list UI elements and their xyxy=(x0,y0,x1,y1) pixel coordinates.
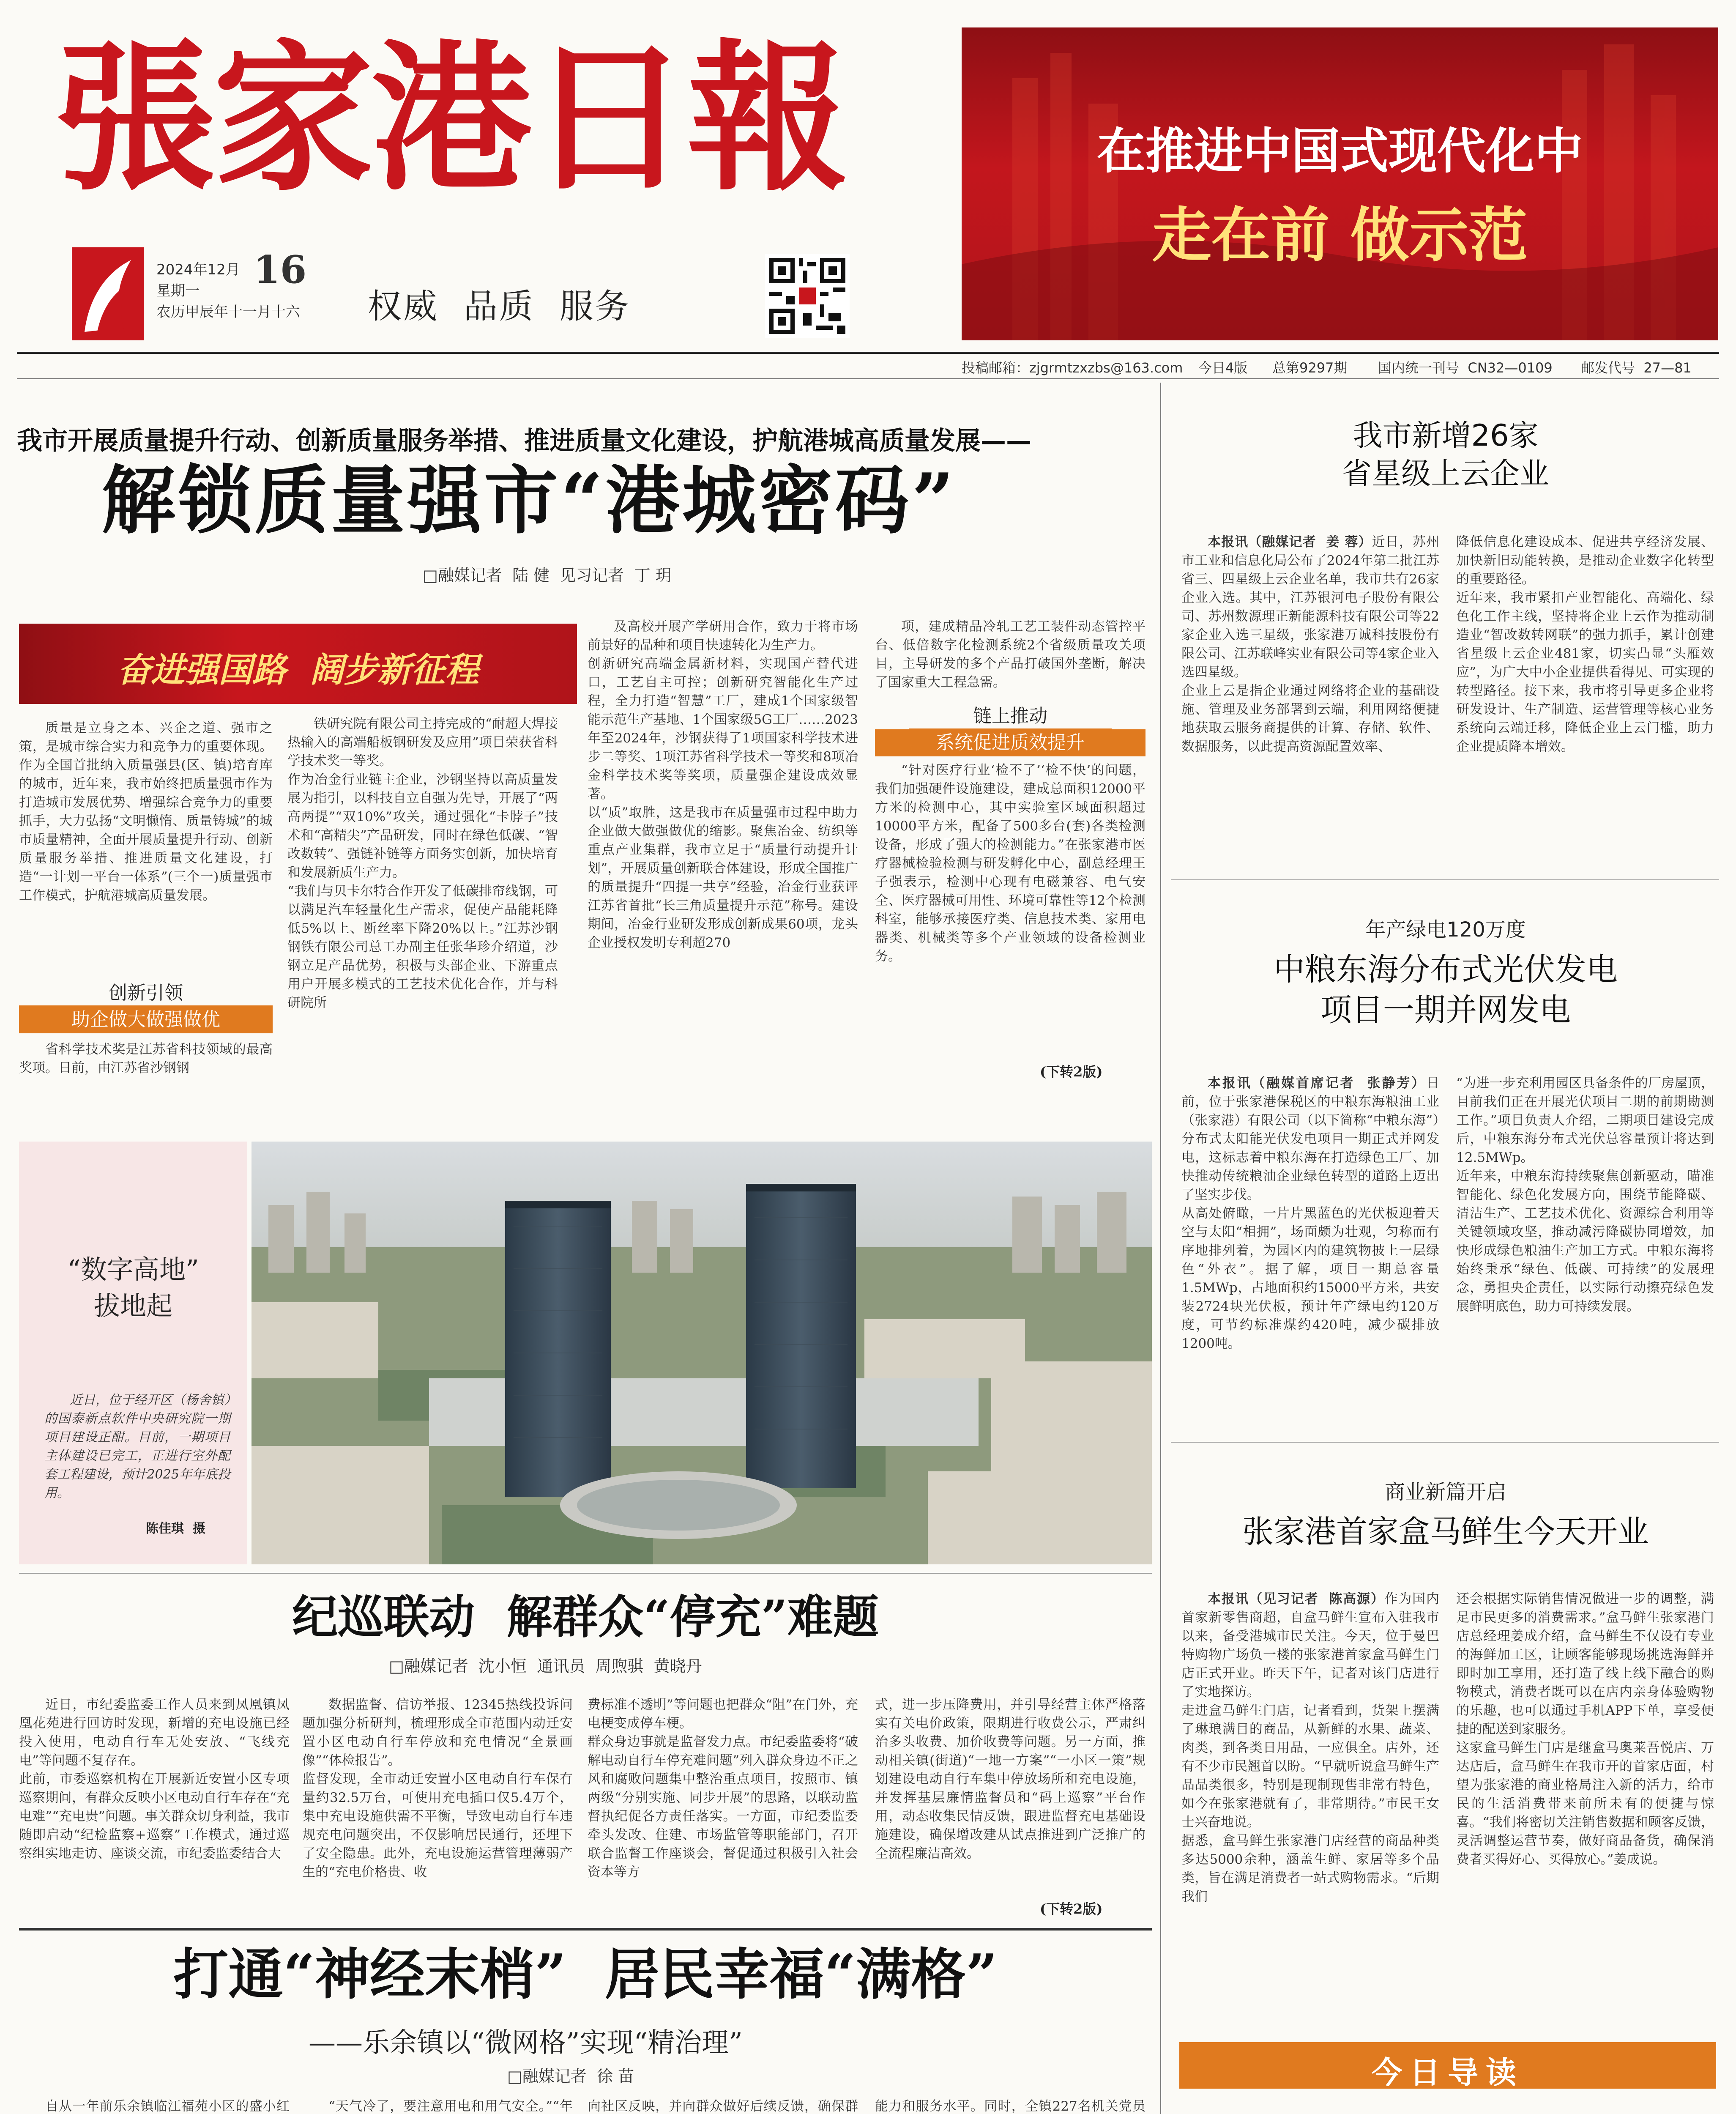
right2-text-2: “为进一步充利用园区具备条件的厂房屋顶，目前我们正在开展光伏项目二期的前期勘测工作。”项目负责人介绍，二期项目建设完成后，中粮东海分布式光伏总容量预计将达到12.5MWp。 近年来，中粮东海持续聚焦创新驱动，瞄准智能化、绿色化发展方向，围绕节能降碳、清洁生产、工艺技术优化、资源综合利用等关键领域攻坚，推动减污降碳协同增效，加快形成绿色粮油生产加工方式。中粮东海将始终秉承“绿色、低碳、可持续”的发展理念，勇担央企责任，以实际行动擦亮绿色发展鲜明底色，助力可持续发展。 xyxy=(1456,1076,1714,1314)
story2-col2-text: 数据监督、信访举报、12345热线投诉问题加强分析研判，梳理形成全市范围内动迁安置小区电动自行车停放和充电情况“全景画像”“体检报告”。 监督发现，全市动迁安置小区电动自行车保有量约32.5万台，可使用充电插口仅5.4万个，集中充电设施供需不平衡，导致电动自行车违规充电问题突出，不仅影响居民通行，还埋下了安全隐患。此外，充电设施运营管理薄弱产生的“充电价格贵、收 xyxy=(302,1697,573,1880)
story3-col1-text: 自从一年前乐余镇临江福苑小区的盛小红 xyxy=(45,2099,290,2114)
right2-kicker: 年产绿电120万度 xyxy=(1365,918,1526,942)
info-email: 投稿邮箱：zjgrmtzxzbs@163.com xyxy=(962,360,1183,376)
right1-text-1 xyxy=(1181,533,1439,956)
story3-col4-text: 能力和服务水平。同时，全镇227名机关党员 xyxy=(875,2099,1145,2114)
lead-col1-text-2: 省科学技术奖是江苏省科技领域的最高奖项。日前，由江苏省沙钢钢 xyxy=(19,1042,273,1076)
info-pages: 今日4版 xyxy=(1198,360,1248,376)
right2-text-1 xyxy=(1181,1074,1439,1467)
lead-subhead-1: 创新引领 xyxy=(19,981,273,1007)
story2-col3-text: 费标准不透明”等问题也把群众“阻”在门外，充电梗变成停车梗。 群众身边事就是监督发力点。市纪委监委将“破解电动自行车停充难问题”列入群众身边不正之风和腐败问题集中整治重点项目，按照市、镇两级“分别实施、同步开展”的思路，以联动监督执纪促各方责任落实。一方面，市纪委监委牵头发改、住建、市场监管等职能部门，召开联合监督工作座谈会，督促通过积极引入社会资本等方 xyxy=(588,1697,858,1880)
banner-line-1: 在推进中国式现代化中 xyxy=(1096,123,1583,180)
right1-text-2: 降低信息化建设成本、促进共享经济发展、加快新旧动能转换，是推动企业数字化转型的重要路径。 近年来，我市紧扣产业智能化、高端化、绿色化工作主线，坚持将企业上云作为推动制造业“智改数转网联”的强力抓手，累计创建省星级上云企业481家，切实凸显“头雁效应”，为广大中小企业提供看得见、可实现的转型路径。接下来，我市将引导更多企业将研发设计、生产制造、运营管理等核心业务系统向云端迁移，降低企业上云门槛，助力企业提质降本增效。 xyxy=(1456,534,1714,754)
logo-emblem xyxy=(72,247,144,340)
lead-byline: □融媒记者 陆 健 见习记者 丁 玥 xyxy=(423,566,672,585)
story2-byline: □融媒记者 沈小恒 通讯员 周煦骐 黄晓丹 xyxy=(389,1657,702,1676)
newspaper-logo: 張家港日報 xyxy=(55,30,845,207)
photo-credit: 陈佳琪 摄 xyxy=(146,1521,205,1536)
story3-top-rule xyxy=(19,1928,1152,1931)
issue-day: 16 xyxy=(254,247,307,292)
lead-red-banner-text: 奋进强国路 阔步新征程 xyxy=(117,650,479,690)
right3-text-1-body: 作为国内首家新零售商超，自盒马鲜生宣布入驻我市以来，备受港城市民关注。今天，位于曼巴特购物广场负一楼的张家港首家盒马鲜生门店正式开业。昨天下午，记者对该门店进行了实地探访。 走进盒马鲜生门店，记者看到，货架上摆满了琳琅满目的商品，从新鲜的水果、蔬菜、肉类，到各类日用品，一应俱全。店外，还有不少市民翘首以盼。“早就听说盒马鲜生产品品类很多，特别是现制现售非常有特色，如今在张家港就有了，非常期待。”市民王女士兴奋地说。 据悉，盒马鲜生张家港门店经营的商品种类多达5000余种，涵盖生鲜、家居等多个品类，旨在满足消费者一站式购物需求。“后期我们 xyxy=(1181,1591,1439,1904)
right2-title: 中粮东海分布式光伏发电 项目一期并网发电 xyxy=(1274,951,1618,1028)
info-cn-number: 国内统一刊号 CN32—0109 xyxy=(1378,360,1553,376)
story3-subtitle: ——乐余镇以“微网格”实现“精治理” xyxy=(309,2027,743,2059)
photo-caption-text: 近日，位于经开区（杨舍镇）的国泰新点软件中央研究院一期项目建设正酣。目前，一期项目主体建设已完工，正进行室外配套工程建设，预计2025年年底投用。 xyxy=(44,1393,230,1501)
story3-col2-text: “天气冷了，要注意用电和用气安全。”“年 xyxy=(328,2099,573,2114)
right2-top-rule xyxy=(1171,879,1719,880)
lead-red-banner xyxy=(19,624,577,704)
masthead-slogan: 权威 品质 服务 xyxy=(368,287,631,326)
lead-subhead-1-bar: 助企做大做强做优 xyxy=(19,1006,273,1033)
photo-caption-title: “数字高地” 拔地起 xyxy=(67,1254,199,1321)
lead-col4-text: 项，建成精品冷轧工艺工装件动态管控平台、低倍数字化检测系统2个省级质量攻关项目，主导研发的多个产品打破国外垄断，解决了国家重大工程急需。 xyxy=(875,619,1145,690)
lead-col3-text: 及高校开展产学研用合作，致力于将市场前景好的品种和项目快速转化为生产力。 创新研究高端金属新材料，实现国产替代进口，工艺自主可控；创新研究智能化生产过程，全力打造“智慧”工厂，建成1个国家级智能示范生产基地、1个国家级5G工厂……2023年至2024年，沙钢获得了1项国家科学技术进步二等奖、1项江苏省科学技术一等奖和8项冶金科学技术奖等奖项，质量强企建设成效显著。 以“质”取胜，这是我市在质量强市过程中助力企业做大做强做优的缩影。聚焦冶金、纺织等重点产业集群，我市立足于“质量行动提升计划”，开展质量创新联合体建设，形成全国推广的质量提升“四提一共享”经验，冶金行业获评江苏省首批“长三角质量提升示范”称号。建设期间，冶金行业研发形成创新成果60项，龙头企业授权发明专利超270 xyxy=(588,619,858,950)
right1-byline: 本报讯（融媒记者 姜 蓉） xyxy=(1208,534,1372,550)
issue-lunar-date: 农历甲辰年十一月十六 xyxy=(156,304,300,320)
banner-line-2: 走在前 做示范 xyxy=(1152,201,1528,270)
issue-weekday: 星期一 xyxy=(156,282,200,299)
right3-title: 张家港首家盒马鲜生今天开业 xyxy=(1242,1514,1649,1550)
story3-byline: □融媒记者 徐 苗 xyxy=(507,2067,634,2086)
masthead-banner xyxy=(962,27,1718,340)
photo-caption-box xyxy=(19,1142,247,1564)
right3-byline: 本报讯（见习记者 陈高源） xyxy=(1208,1591,1385,1607)
story2-top-rule xyxy=(19,1573,1152,1574)
story2-col1-text: 近日，市纪委监委工作人员来到凤凰镇凤凰花苑进行回访时发现，新增的充电设施已经投入使用，电动自行车无处安放、“飞线充电”等问题不复存在。 此前，市委巡察机构在开展新近安置小区专项巡察期间，有群众反映小区电动自行车存在“充电难”“充电贵”问题。事关群众切身利益，我市随即启动“纪检监察+巡察”工作模式，通过巡察组实地走访、座谈交流，市纪委监委结合大 xyxy=(19,1697,290,1861)
story3-title: 打通“神经末梢” 居民幸福“满格” xyxy=(173,1942,998,2007)
right1-text-1-body: 近日，苏州市工业和信息化局公布了2024年第二批江苏省三、四星级上云企业名单，我市共有26家企业入选。其中，江苏银河电子股份有限公司、苏州数源理正新能源科技有限公司等22家企业入选三星级，张家港万诚科技股份有限公司、江苏联峰实业有限公司等4家企业入选四星级。 企业上云是指企业通过网络将企业的基础设施、管理及业务部署到云端，利用网络便捷地获取云服务商提供的计算、存储、软件、数据服务，以此提高资源配置效率、 xyxy=(1181,534,1439,754)
info-issue-number: 总第9297期 xyxy=(1272,360,1348,376)
masthead-rule xyxy=(17,352,1719,354)
story2-title: 纪巡联动 解群众“停充”难题 xyxy=(292,1591,879,1644)
right3-text-2: 还会根据实际销售情况做进一步的调整，满足市民更多的消费需求。”盒马鲜生张家港门店总经理姜成介绍，盒马鲜生不仅设有专业的海鲜加工区，让顾客能够现场挑选海鲜并即时加工享用，还打造了线上线下融合的购物模式，消费者既可以在店内亲身体验购物的乐趣，也可以通过手机APP下单，享受便捷的配送到家服务。 这家盒马鲜生门店是继盒马奥莱吾悦店、万达店后，盒马鲜生在我市开的首家店面，村望为张家港的商业格局注入新的活力，给市民的生活消费带来前所未有的便捷与惊喜。“我们将密切关注销售数据和顾客反馈，灵活调整运营节奏，做好商品备货，确保消费者买得好心、买得放心。”姜成说。 xyxy=(1456,1591,1714,1867)
story2-col4-text: 式，进一步压降费用，并引导经营主体严格落实有关电价政策，限期进行收费公示，严肃纠治多头收费、加价收费等问题。另一方面，推动相关镇(街道)“一地一方案”“一小区一策”规划建设电动自行车集中停放场所和充电设施，并发挥基层廉情监督员和“码上巡察”平台作用，动态收集民情反馈，跟进监督充电基础设施建设，确保增改建从试点推进到广泛推广的全流程廉洁高效。 xyxy=(875,1697,1145,1861)
right2-byline: 本报讯（融媒首席记者 张静芳） xyxy=(1208,1076,1426,1091)
guide-header-box xyxy=(1179,2042,1716,2089)
lead-continue: (下转2版) xyxy=(1040,1064,1103,1080)
lead-col2-text: 铁研究院有限公司主持完成的“耐超大焊接热输入的高端船板钢研发及应用”项目荣获省科学技术奖一等奖。 作为冶金行业链主企业，沙钢坚持以高质量发展为指引，以科技自立自强为先导，开展了“两高两提”“双10%”攻关，通过强化“卡脖子”技术和“高精尖”产品研发，同时在绿色低碳、“智改数转”、强链补链等方面务实创新，加快培育和发展新质生产力。 “我们与贝卡尔特合作开发了低碳排帘线钢，可以满足汽车轻量化生产需求，促使产品能耗降低5%以上、断丝率下降20%以上。”江苏沙钢钢铁有限公司总工办副主任张华珍介绍道，沙钢立足产品优势，积极与头部企业、下游重点用户开展多模式的工艺技术优化合作，并与科研院所 xyxy=(287,716,558,1010)
lead-kicker: 我市开展质量提升行动、创新质量服务举措、推进质量文化建设，护航港城高质量发展—— xyxy=(17,426,1031,456)
right1-title: 我市新增26家 省星级上云企业 xyxy=(1342,418,1549,491)
qr-code[interactable] xyxy=(765,254,850,338)
right2-text-1-body: 日前，位于张家港保税区的中粮东海粮油工业（张家港）有限公司（以下简称“中粮东海”）分布式太阳能光伏发电项目一期正式并网发电，这标志着中粮东海在打造绿色工厂、加快推动传统粮油企业绿色转型的道路上迈出了坚实步伐。 从高处俯瞰，一片片黑蓝色的光伏板迎着天空与太阳“相拥”，场面颇为壮观，匀称而有序地排列着，为园区内的建筑物披上一层绿色“外衣”。据了解，项目一期总容量1.5MWp，占地面积约15000平方米，共安装2724块光伏板，预计年产绿电约120万度，可节约标准煤约420吨，减少碳排放1200吨。 xyxy=(1181,1076,1439,1351)
info-rule xyxy=(17,378,1719,379)
info-postal-code: 邮发代号 27—81 xyxy=(1581,360,1692,376)
lead-col4-text-2: “针对医疗行业‘检不了’‘检不快’的问题，我们加强硬件设施建设，建成总面积12000平方米的检测中心，其中实验室区域面积超过10000平方米，配备了500多台(套)各类检测设备，形成了强大的检测能力。”在张家港市医疗器械检验检测与研发孵化中心，副总经理王子强表示，检测中心现有电磁兼容、电气安全、医疗器械可用性、环境可靠性等12个检测科室，能够承接医疗类、信息技术类、家用电器类、机械类等多个产业领域的设备检测业务。 xyxy=(875,763,1145,964)
story2-continue: (下转2版) xyxy=(1040,1901,1103,1917)
guide-header: 今日导读 xyxy=(1371,2055,1524,2090)
lead-col1-text: 质量是立身之本、兴企之道、强市之策，是城市综合实力和竞争力的重要体现。作为全国首批纳入质量强县(区、镇)培育库的城市，近年来，我市始终把质量强市作为打造城市发展优势、增强综合竞争力的重要抓手，大力弘扬“文明懒惰、质量铸城”的城市质量精神，全面开展质量提升行动、创新质量服务举措、推进质量文化建设，打造“一计划一平台一体系”(三个一)质量强市工作模式，护航港城高质量发展。 xyxy=(19,720,273,903)
lead-subhead-2: 链上推动 xyxy=(909,704,1112,730)
story3-col3-text: 向社区反映，并向群众做好后续反馈，确保群 xyxy=(588,2099,858,2114)
right3-kicker: 商业新篇开启 xyxy=(1384,1480,1506,1504)
lead-subhead-2-bar: 系统促进质效提升 xyxy=(875,729,1145,756)
issue-date: 2024年12月 xyxy=(156,261,240,278)
aerial-photo xyxy=(252,1142,1152,1564)
right3-text-1 xyxy=(1181,1590,1439,2008)
lead-title: 解锁质量强市“港城密码” xyxy=(101,457,957,544)
main-column-divider xyxy=(1160,383,1161,2114)
right3-top-rule xyxy=(1171,1442,1719,1443)
